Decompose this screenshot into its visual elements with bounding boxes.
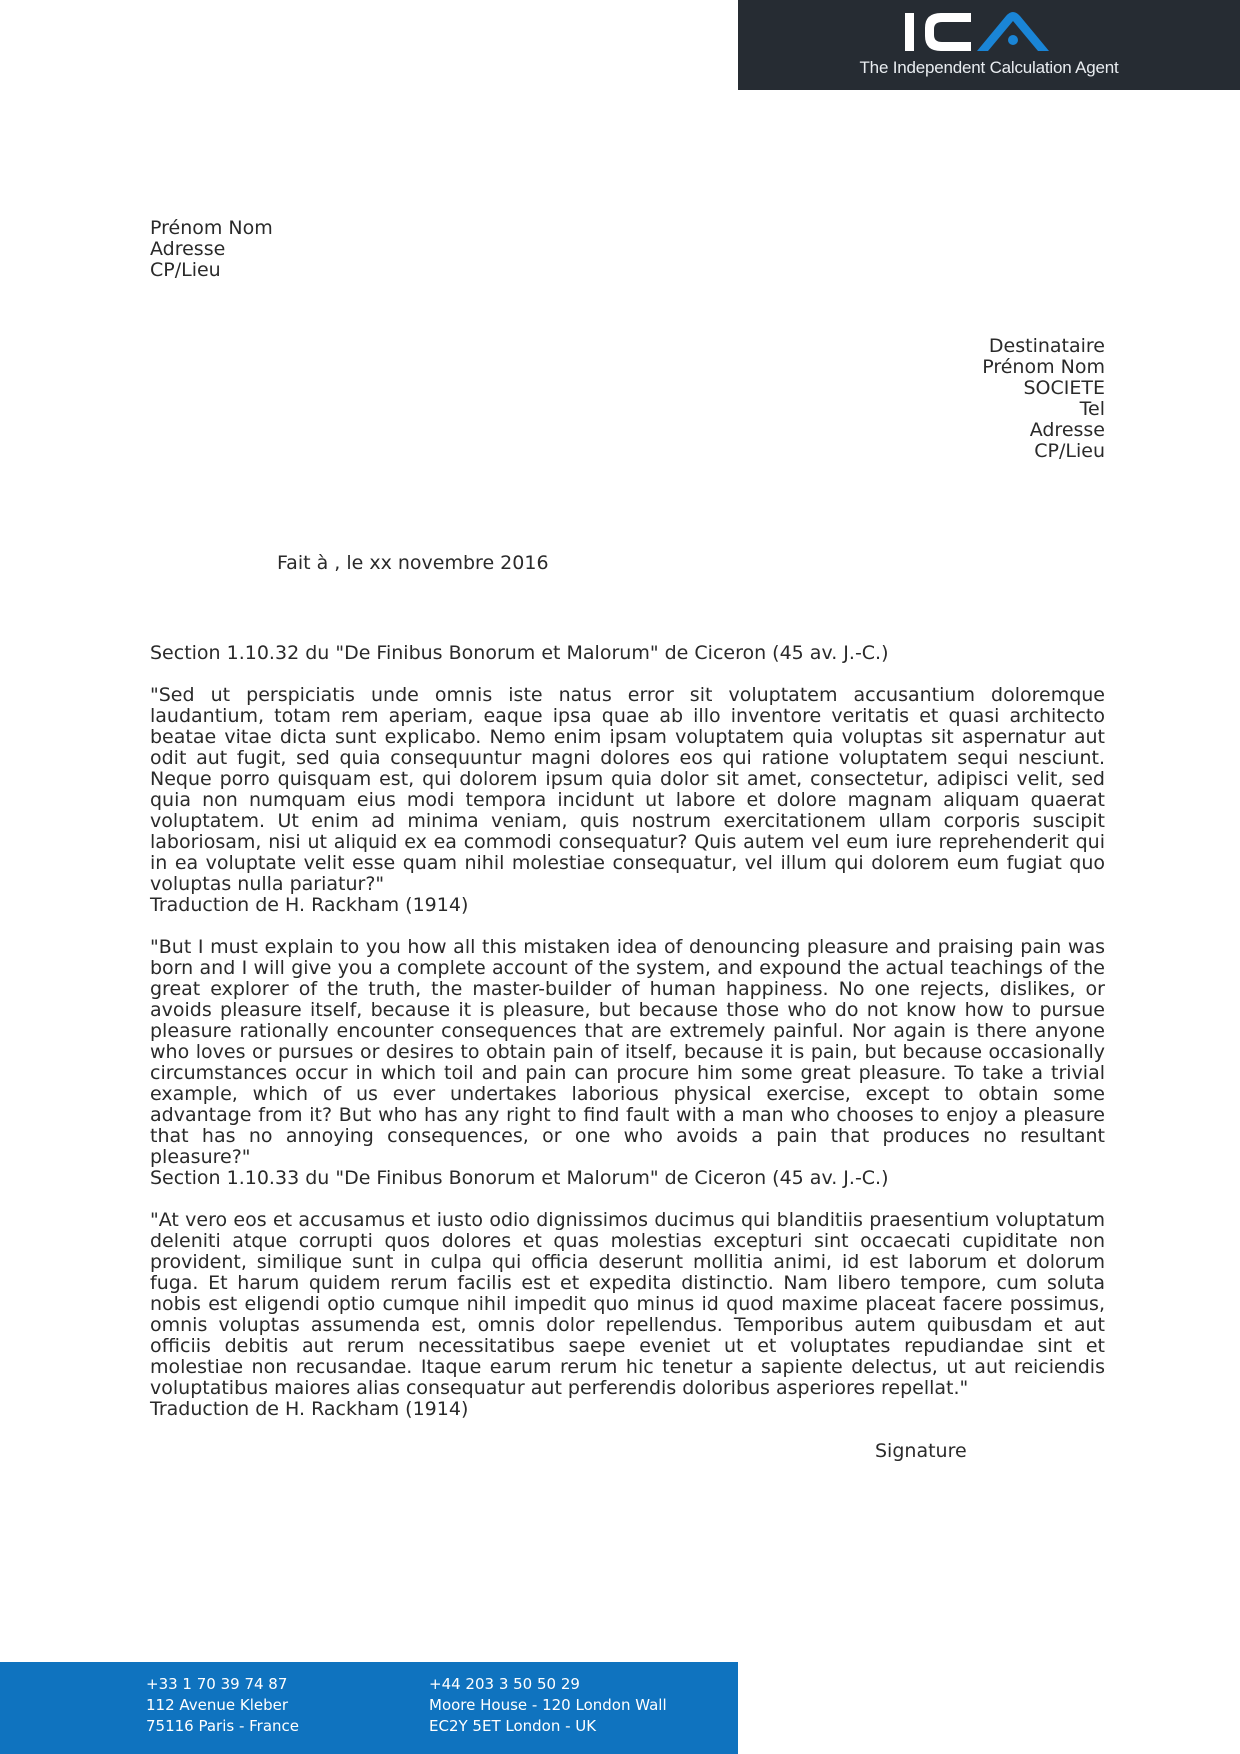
sender-street: Adresse [150,238,226,260]
footer-london-contact [429,1674,667,1737]
london-city: EC2Y 5ET London - UK [429,1717,597,1735]
london-phone: +44 203 3 50 50 29 [429,1675,580,1693]
date-line: Fait à , le xx novembre 2016 [277,552,549,574]
paris-city: 75116 Paris - France [146,1717,300,1735]
paragraph-3: "At vero eos et accusamus et iusto odio dignissimos ducimus qui blanditiis praesentium voluptatum deleniti atque corrupti quos dolores et quas molestias excepturi sint occaecati cupiditate non provident, similique sunt in culpa qui officia deserunt mollitia animi, id est laborum et dolorum fuga. Et harum quidem rerum facilis est et expedita distinctio. Nam libero tempore, cum soluta nobis est eligendi optio cumque nihil impedit quo minus id quod maxime placeat facere possimus, omnis voluptas assumenda est, omnis dolor repellendus. Temporibus autem quibusdam et aut officiis debitis aut rerum necessitatibus saepe eveniet ut et voluptates repudiandae sint et molestiae non recusandae. Itaque earum rerum hic tenetur a sapiente delectus, ut aut reiciendis voluptatibus maiores alias consequatur aut perferendis doloribus asperiores repellat." [150,1209,1105,1399]
recipient-city: CP/Lieu [1034,440,1105,462]
london-street: Moore House - 120 London Wall [429,1696,667,1714]
paris-street: 112 Avenue Kleber [146,1696,289,1714]
recipient-phone: Tel [1079,398,1105,420]
ica-logo [905,8,1080,56]
paris-phone: +33 1 70 39 74 87 [146,1675,288,1693]
company-tagline: The Independent Calculation Agent [859,58,1119,77]
recipient-street: Adresse [1029,419,1105,441]
recipient-name: Prénom Nom [982,356,1105,378]
source-line-3: Traduction de H. Rackham (1914) [150,1398,469,1420]
sender-city: CP/Lieu [150,259,221,281]
letter-body [150,643,1105,1420]
recipient-address [982,336,1105,462]
section-title: Section 1.10.32 du "De Finibus Bonorum et Malorum" de Ciceron (45 av. J.-C.) [150,642,889,664]
recipient-company: SOCIETE [1023,377,1105,399]
source-line-2: Section 1.10.33 du "De Finibus Bonorum et Malorum" de Ciceron (45 av. J.-C.) [150,1167,889,1189]
sender-address [150,218,273,281]
paragraph-1: "Sed ut perspiciatis unde omnis iste natus error sit voluptatem accusantium doloremque laudantium, totam rem aperiam, eaque ipsa quae ab illo inventore veritatis et quasi architecto beatae vitae dicta sunt explicabo. Nemo enim ipsam voluptatem quia voluptas sit aspernatur aut odit aut fugit, sed quia consequuntur magni dolores eos qui ratione voluptatem sequi nesciunt. Neque porro quisquam est, qui dolorem ipsum quia dolor sit amet, consectetur, adipisci velit, sed quia non numquam eius modi tempora incidunt ut labore et dolore magnam aliquam quaerat voluptatem. Ut enim ad minima veniam, quis nostrum exercitationem ullam corporis suscipit laboriosam, nisi ut aliquid ex ea commodi consequatur? Quis autem vel eum iure reprehenderit qui in ea voluptate velit esse quam nihil molestiae consequatur, vel illum qui dolorem eum fugiat quo voluptas nulla pariatur?" [150,684,1105,895]
sender-name: Prénom Nom [150,217,273,239]
signature-label: Signature [875,1440,967,1462]
recipient-label: Destinataire [988,335,1105,357]
source-line-1: Traduction de H. Rackham (1914) [150,894,469,916]
footer-paris-contact [146,1674,299,1737]
paragraph-2: "But I must explain to you how all this mistaken idea of denouncing pleasure and praising pain was born and I will give you a complete account of the system, and expound the actual teachings of the great explorer of the truth, the master-builder of human happiness. No one rejects, dislikes, or avoids pleasure itself, because it is pleasure, but because those who do not know how to pursue pleasure rationally encounter consequences that are extremely painful. Nor again is there anyone who loves or pursues or desires to obtain pain of itself, because it is pain, but because occasionally circumstances occur in which toil and pain can procure him some great pleasure. To take a trivial example, which of us ever undertakes laborious physical exercise, except to obtain some advantage from it? But who has any right to find fault with a man who chooses to enjoy a pleasure that has no annoying consequences, or one who avoids a pain that produces no resultant pleasure?" [150,936,1105,1168]
